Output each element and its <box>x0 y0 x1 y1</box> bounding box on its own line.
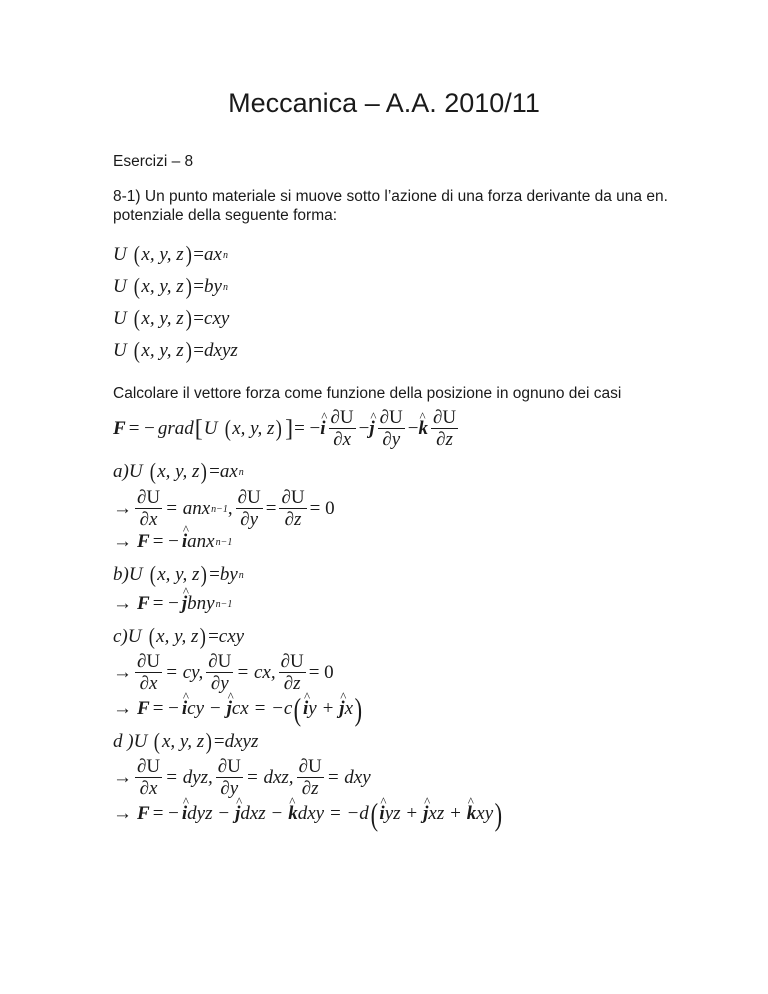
math-token: U <box>128 461 143 482</box>
case-c-force <box>113 693 364 725</box>
math-token: x, y, z <box>161 731 205 752</box>
math-token: ) <box>185 242 192 267</box>
unit-vector-k: ^ k <box>419 418 429 440</box>
math-token: ∂x <box>139 673 158 694</box>
math-token: = <box>193 340 205 361</box>
exponent: n−1 <box>211 503 228 515</box>
math-token: by <box>219 564 238 585</box>
math-token: yz + <box>384 803 419 824</box>
case-d-force <box>113 798 504 830</box>
unit-vector: ^ j <box>227 698 232 720</box>
math-token: b) <box>113 564 129 585</box>
math-token: = cx, <box>236 662 276 683</box>
potential-equation-1 <box>113 242 228 268</box>
math-token: x, y, z <box>157 564 200 585</box>
math-token: ∂U <box>137 651 161 672</box>
math-token: ∂z <box>301 778 319 799</box>
unit-vector: ^ j <box>235 803 240 825</box>
math-token: → <box>113 803 132 824</box>
math-token: = <box>209 564 220 585</box>
math-token: ( <box>133 274 140 299</box>
math-token: U <box>113 276 127 297</box>
unit-vector: ^ j <box>339 698 344 720</box>
potential-equation-4 <box>113 338 238 364</box>
math-token: xz + <box>428 803 462 824</box>
partial-derivative-fraction <box>135 652 162 694</box>
math-token: bny <box>187 593 215 614</box>
math-token: ∂U <box>379 407 403 428</box>
math-token: ( <box>224 416 231 441</box>
math-token: ( <box>293 691 302 727</box>
math-token: ) <box>185 306 192 331</box>
math-token: → <box>113 698 132 719</box>
math-token: cxy <box>204 308 230 329</box>
math-token: U <box>128 564 143 585</box>
math-token: F <box>137 531 150 552</box>
math-token: dxyz <box>224 731 259 752</box>
gradient-formula <box>113 408 461 450</box>
partial-derivative-fraction <box>431 408 458 450</box>
math-token: = 0 <box>308 662 334 683</box>
math-token: by <box>204 276 222 297</box>
unit-vector: ^ i <box>303 698 308 720</box>
math-token: = <box>213 731 225 752</box>
math-token: = − <box>152 531 179 552</box>
case-a-force <box>113 531 232 553</box>
math-token: [ <box>194 415 203 442</box>
math-token: U <box>113 340 127 361</box>
case-c-derivatives <box>113 652 334 694</box>
partial-derivative-fraction <box>329 408 356 450</box>
math-token: ) <box>185 338 192 363</box>
math-token: ∂x <box>139 778 158 799</box>
math-token: ∂y <box>240 509 259 530</box>
math-token: x, y, z <box>232 418 275 439</box>
document-title: Meccanica – A.A. 2010/11 <box>228 88 540 118</box>
math-token: = − <box>294 418 321 439</box>
math-token: x, y, z <box>141 244 184 265</box>
potential-equation-3 <box>113 306 229 332</box>
unit-vector: ^ i <box>182 803 187 825</box>
case-d-derivatives <box>113 757 371 799</box>
math-token: = dxy <box>326 767 371 788</box>
math-token: U <box>113 244 127 265</box>
math-token: − <box>358 418 370 439</box>
case-d-potential <box>113 729 258 755</box>
math-token: F <box>137 698 150 719</box>
math-token: = − <box>152 593 179 614</box>
math-token: U <box>113 308 127 329</box>
math-token: d ) <box>113 731 134 752</box>
partial-derivative-fraction <box>206 652 233 694</box>
partial-derivative-fraction <box>216 757 243 799</box>
unit-vector: ^ j <box>423 803 428 825</box>
math-token: ∂U <box>237 487 261 508</box>
exercise-set-heading: Esercizi – 8 <box>113 153 194 170</box>
math-token: → <box>113 767 132 788</box>
math-token: F <box>113 418 126 439</box>
math-token: → <box>113 593 132 614</box>
math-token: ∂U <box>298 756 322 777</box>
math-token: ax <box>219 461 238 482</box>
math-token: U <box>203 418 218 439</box>
math-token: = <box>208 626 219 647</box>
math-token: ∂U <box>137 756 161 777</box>
case-a-derivatives <box>113 488 335 530</box>
math-token: ∂z <box>283 673 301 694</box>
math-token: ∂x <box>333 429 352 450</box>
problem-text-line-1: 8-1) Un punto materiale si muove sotto l’azione di una forza derivante da una en. <box>113 188 668 205</box>
potential-equation-2 <box>113 274 228 300</box>
math-token: x, y, z <box>141 308 184 329</box>
partial-derivative-fraction <box>279 652 306 694</box>
unit-vector: ^ k <box>467 803 477 825</box>
math-token: ) <box>494 796 503 832</box>
math-token: ∂z <box>436 429 453 450</box>
math-token: ] <box>285 415 294 442</box>
math-token: ) <box>276 416 283 441</box>
math-token: = <box>193 244 205 265</box>
math-token: = anx <box>165 498 211 519</box>
math-token: dyz − <box>187 803 231 824</box>
math-token: ( <box>370 796 378 832</box>
math-token: ∂y <box>382 429 401 450</box>
math-token: anx <box>187 531 215 552</box>
problem-text-line-2: potenziale della seguente forma: <box>113 207 338 224</box>
math-token: − <box>407 418 419 439</box>
math-token: ∂U <box>433 407 457 428</box>
math-token: , <box>227 498 233 519</box>
exponent: n <box>222 281 228 293</box>
case-b-force <box>113 593 232 615</box>
unit-vector: ^ i <box>182 698 187 720</box>
math-token: U <box>127 626 142 647</box>
unit-vector: ^ i <box>379 803 384 825</box>
math-token: = <box>265 498 277 519</box>
math-token: cxy <box>218 626 245 647</box>
math-token: ( <box>148 624 155 649</box>
math-token: ∂U <box>280 651 304 672</box>
math-token: ) <box>200 624 207 649</box>
math-token: ∂U <box>208 651 232 672</box>
math-token: ( <box>133 242 140 267</box>
math-token: = − <box>152 698 179 719</box>
math-token: ( <box>149 459 156 484</box>
math-token: = dyz, <box>165 767 213 788</box>
math-token: grad <box>157 418 194 439</box>
math-token: dxz − <box>240 803 284 824</box>
math-token: = <box>193 276 205 297</box>
math-token: = 0 <box>309 498 335 519</box>
math-token: x, y, z <box>157 461 200 482</box>
math-token: U <box>133 731 148 752</box>
math-token: x, y, z <box>156 626 199 647</box>
math-token: cx = −c <box>231 698 293 719</box>
case-c-potential <box>113 624 244 650</box>
case-a-potential <box>113 459 244 485</box>
exponent: n <box>238 466 244 478</box>
math-token: ) <box>354 691 363 727</box>
math-token: = cy, <box>165 662 204 683</box>
math-token: ( <box>133 338 140 363</box>
math-token: = <box>209 461 220 482</box>
case-b-potential <box>113 562 244 588</box>
partial-derivative-fraction <box>279 488 306 530</box>
math-token: = <box>193 308 205 329</box>
exponent: n−1 <box>215 598 233 610</box>
math-token: cy − <box>187 698 222 719</box>
math-token: F <box>137 593 150 614</box>
unit-vector-i: ^ i <box>320 418 325 440</box>
math-token: ∂x <box>139 509 158 530</box>
math-token: y + <box>308 698 335 719</box>
math-token: ) <box>201 459 208 484</box>
math-token: = − <box>152 803 179 824</box>
math-token: ∂U <box>217 756 241 777</box>
math-token: ∂z <box>284 509 302 530</box>
unit-vector-j: ^ j <box>369 418 374 440</box>
math-token: F <box>137 803 150 824</box>
math-token: x, y, z <box>141 340 184 361</box>
exponent: n <box>222 249 228 261</box>
math-token: x <box>344 698 353 719</box>
partial-derivative-fraction <box>135 757 162 799</box>
partial-derivative-fraction <box>236 488 263 530</box>
math-token: ∂U <box>281 487 305 508</box>
partial-derivative-fraction <box>297 757 324 799</box>
math-token: x, y, z <box>141 276 184 297</box>
math-token: dxy = −d <box>297 803 369 824</box>
math-token: → <box>113 498 132 519</box>
math-token: ) <box>205 729 213 754</box>
partial-derivative-fraction <box>378 408 405 450</box>
math-token: ) <box>185 274 192 299</box>
math-token: ∂y <box>210 673 229 694</box>
unit-vector: ^ j <box>182 593 187 615</box>
math-token: → <box>113 531 132 552</box>
partial-derivative-fraction <box>135 488 162 530</box>
math-token: = dxz, <box>245 767 294 788</box>
math-token: → <box>113 662 132 683</box>
instruction-text: Calcolare il vettore forza come funzione della posizione in ognuno dei casi <box>113 385 622 402</box>
math-token: dxyz <box>204 340 238 361</box>
exponent: n <box>238 569 244 581</box>
math-token: ) <box>201 562 208 587</box>
math-token: ( <box>154 729 161 754</box>
unit-vector: ^ i <box>182 531 187 553</box>
math-token: a) <box>113 461 129 482</box>
math-token: c) <box>113 626 128 647</box>
math-token: xy <box>476 803 494 824</box>
math-token: ∂U <box>137 487 161 508</box>
math-token: ∂y <box>220 778 239 799</box>
math-token: ∂U <box>330 407 354 428</box>
math-token: = − <box>128 418 155 439</box>
math-token: ( <box>149 562 156 587</box>
unit-vector: ^ k <box>288 803 298 825</box>
math-token: ax <box>204 244 222 265</box>
math-token: ( <box>133 306 140 331</box>
exponent: n−1 <box>215 536 233 548</box>
